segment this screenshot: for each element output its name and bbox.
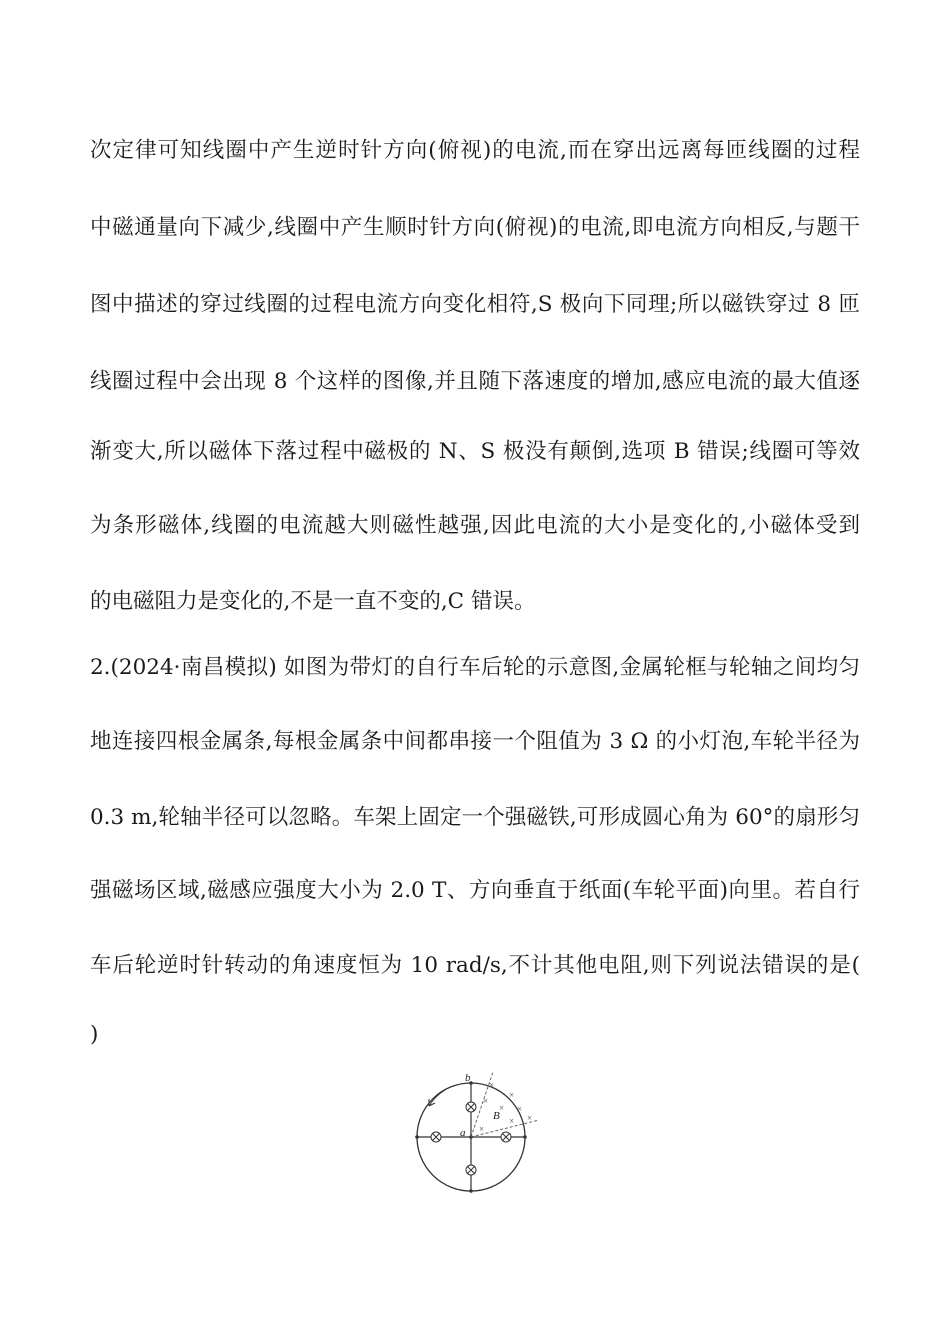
svg-text:×: × (499, 1103, 505, 1113)
question-line: 强磁场区域,磁感应强度大小为 2.0 T、方向垂直于纸面(车轮平面)向里。若自行 (90, 878, 860, 903)
question-line: 0.3 m,轮轴半径可以忽略。车架上固定一个强磁铁,可形成圆心角为 60°的扇形匀 (90, 805, 860, 830)
explanation-line: 线圈过程中会出现 8 个这样的图像,并且随下落速度的增加,感应电流的最大值逐 (90, 369, 860, 394)
svg-text:×: × (509, 1090, 515, 1100)
explanation-line: 的电磁阻力是变化的,不是一直不变的,C 错误。 (90, 589, 536, 614)
question-line: 2.(2024·南昌模拟) 如图为带灯的自行车后轮的示意图,金属轮框与轮轴之间均匀 (90, 655, 860, 680)
label-a: a (460, 1127, 466, 1139)
rim-dot (415, 1135, 419, 1139)
bicycle-wheel-figure (405, 1068, 555, 1198)
explanation-line: 中磁通量向下减少,线圈中产生顺时针方向(俯视)的电流,即电流方向相反,与题干 (90, 215, 860, 240)
lamp-icon (501, 1132, 511, 1142)
lamp-icon (431, 1132, 441, 1142)
svg-text:×: × (527, 1113, 533, 1123)
svg-text:×: × (489, 1080, 495, 1090)
rotation-arrow (429, 1090, 445, 1106)
svg-text:×: × (509, 1116, 515, 1126)
rim-dot (523, 1135, 527, 1139)
explanation-line: 为条形磁体,线圈的电流越大则磁性越强,因此电流的大小是变化的,小磁体受到 (90, 513, 860, 538)
question-line: ) (90, 1022, 99, 1047)
explanation-line: 图中描述的穿过线圈的过程电流方向变化相符,S 极向下同理;所以磁铁穿过 8 匝 (90, 292, 860, 317)
explanation-line: 渐变大,所以磁体下落过程中磁极的 N、S 极没有颠倒,选项 B 错误;线圈可等效 (90, 439, 860, 464)
question-line: 地连接四根金属条,每根金属条中间都串接一个阻值为 3 Ω 的小灯泡,车轮半径为 (90, 729, 860, 754)
label-B: B (493, 1110, 500, 1122)
svg-text:×: × (517, 1104, 523, 1114)
lamp-icon (466, 1165, 476, 1175)
svg-text:×: × (483, 1096, 489, 1106)
label-b: b (465, 1072, 471, 1084)
explanation-line: 次定律可知线圈中产生逆时针方向(俯视)的电流,而在穿出远离每匝线圈的过程 (90, 138, 860, 163)
question-line: 车后轮逆时针转动的角速度恒为 10 rad/s,不计其他电阻,则下列说法错误的是( (90, 953, 860, 978)
lamp-icon (466, 1102, 476, 1112)
svg-text:×: × (479, 1124, 485, 1134)
rim-dot (469, 1189, 473, 1193)
